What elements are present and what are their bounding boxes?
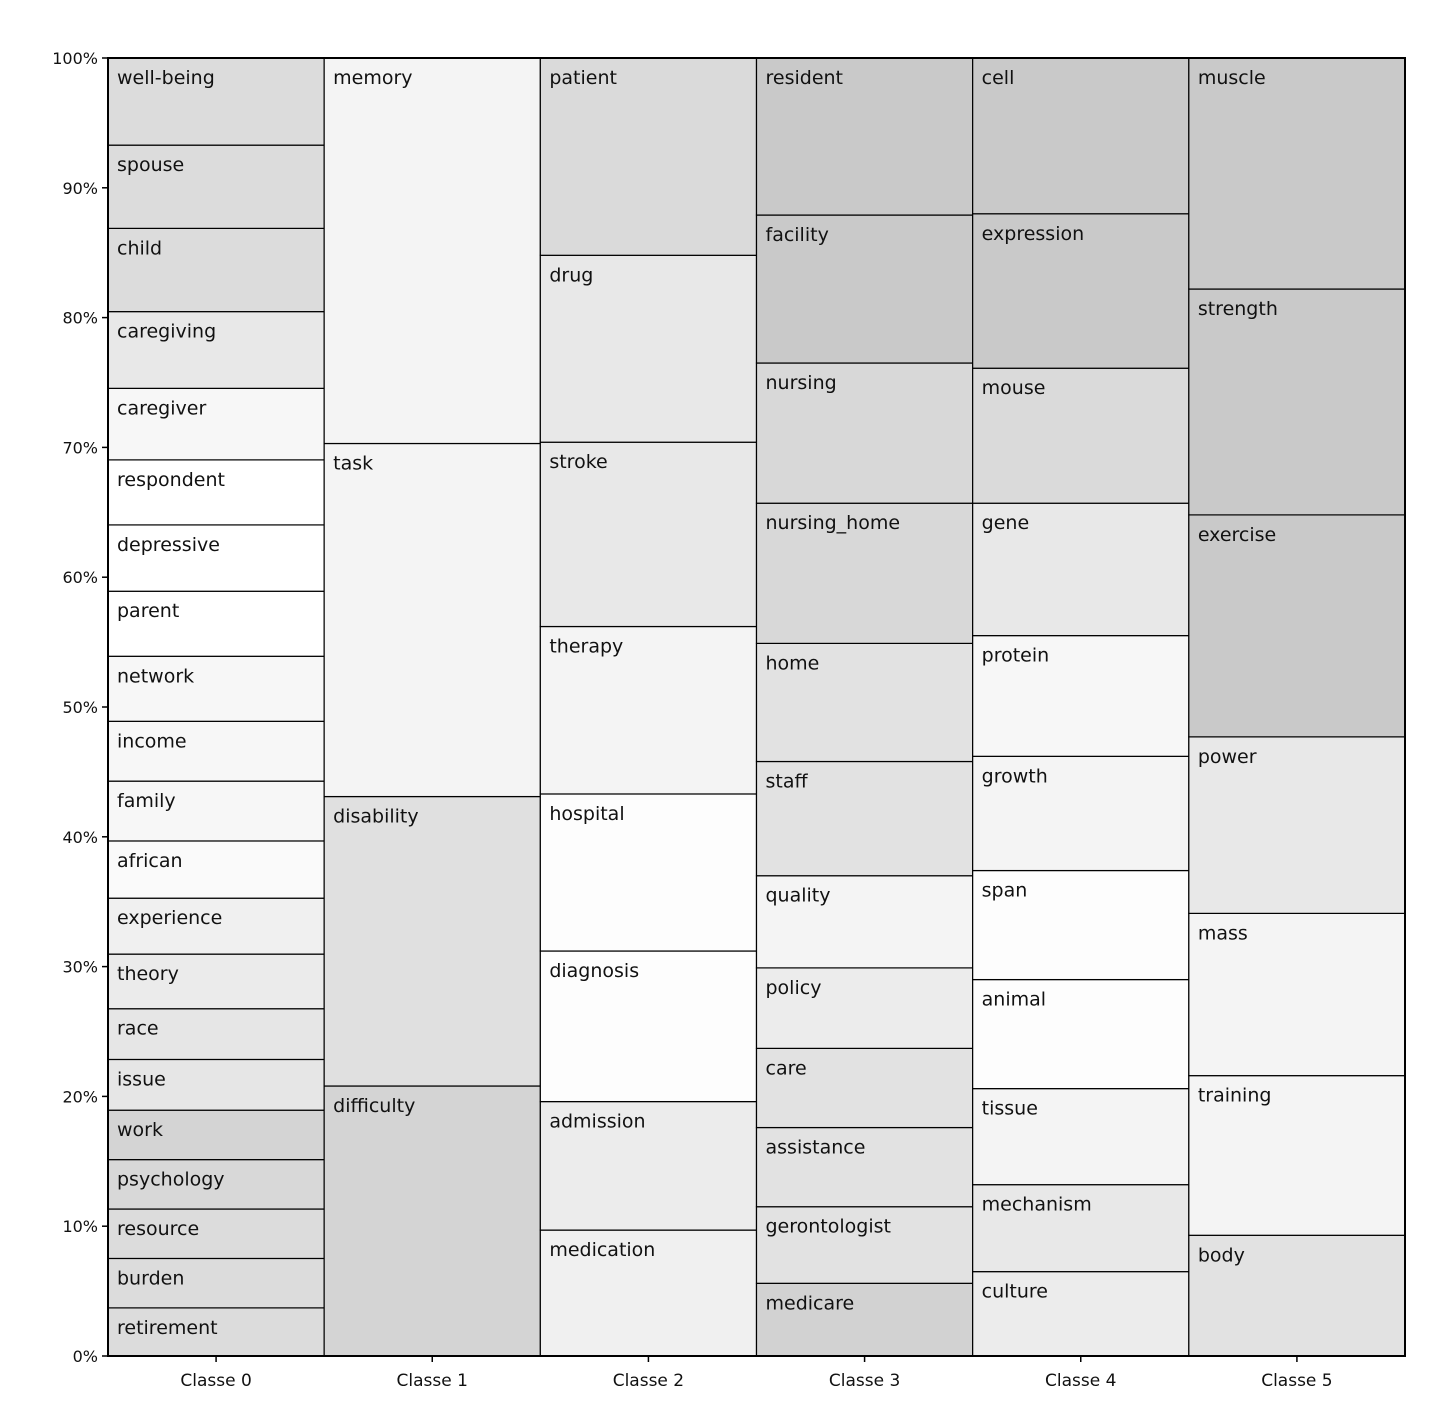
segment-label: mechanism	[981, 1193, 1092, 1216]
segment-label: task	[333, 452, 374, 475]
segment-label: expression	[981, 222, 1085, 245]
segment-label: resident	[765, 67, 844, 89]
segment-label: psychology	[117, 1168, 225, 1191]
segment-label: difficulty	[333, 1095, 416, 1118]
segment-label: well-being	[117, 67, 215, 89]
column-0	[108, 58, 324, 1356]
segment-disability	[324, 797, 540, 1086]
column-5	[1189, 58, 1405, 1356]
segment-label: resource	[117, 1218, 200, 1241]
x-tick-label: Classe 1	[396, 1371, 468, 1391]
x-tick-label: Classe 0	[180, 1371, 252, 1391]
segment-label: parent	[117, 600, 180, 623]
segment-label: assistance	[765, 1136, 866, 1159]
segment-label: care	[765, 1057, 807, 1080]
y-tick-label: 60%	[62, 568, 98, 588]
segment-label: gene	[981, 512, 1030, 535]
segment-label: child	[117, 237, 163, 260]
x-tick-label: Classe 2	[612, 1371, 685, 1391]
y-tick-label: 10%	[62, 1217, 98, 1237]
y-tick-label: 80%	[62, 308, 98, 328]
segment-label: protein	[981, 644, 1050, 667]
segment-label: family	[117, 790, 176, 813]
segment-label: african	[117, 849, 183, 872]
segment-label: issue	[117, 1068, 166, 1091]
segment-label: memory	[333, 67, 413, 89]
segment-label: cell	[981, 67, 1015, 89]
y-tick-label: 20%	[62, 1087, 98, 1107]
segment-label: medication	[549, 1239, 656, 1262]
segment-label: medicare	[765, 1292, 855, 1315]
segment-label: admission	[549, 1110, 646, 1133]
segment-label: burden	[117, 1267, 185, 1290]
segment-label: quality	[765, 884, 831, 907]
segment-label: muscle	[1197, 67, 1266, 89]
y-tick-label: 0%	[72, 1347, 98, 1366]
segment-exercise	[1189, 515, 1405, 737]
segment-label: diagnosis	[549, 960, 640, 983]
segment-strength	[1189, 289, 1405, 515]
segment-label: span	[981, 879, 1028, 902]
segment-label: home	[765, 652, 820, 675]
segment-label: race	[117, 1017, 159, 1040]
y-tick-label: 70%	[62, 438, 98, 458]
segment-label: facility	[765, 224, 829, 247]
segment-label: animal	[981, 988, 1047, 1011]
segment-label: culture	[981, 1280, 1049, 1303]
segment-label: tissue	[981, 1097, 1038, 1120]
column-4	[973, 58, 1189, 1356]
y-tick-label: 40%	[62, 827, 98, 847]
segment-label: depressive	[117, 533, 220, 556]
segment-label: hospital	[549, 802, 625, 825]
segment-label: respondent	[117, 468, 225, 491]
segment-label: nursing_home	[765, 512, 901, 535]
segment-label: policy	[765, 976, 822, 999]
x-axis	[180, 1356, 1332, 1391]
y-tick-label: 100%	[52, 49, 98, 68]
segment-label: stroke	[549, 451, 608, 474]
segment-task	[324, 444, 540, 797]
y-tick-label: 90%	[62, 178, 98, 198]
segment-label: power	[1197, 745, 1257, 768]
segment-label: network	[117, 665, 195, 688]
segment-label: mass	[1197, 922, 1248, 945]
segment-label: spouse	[117, 154, 185, 177]
y-axis	[52, 49, 108, 1366]
segment-label: caregiving	[117, 320, 217, 343]
segment-label: mouse	[981, 377, 1046, 400]
segment-label: experience	[117, 907, 223, 930]
segment-label: staff	[765, 770, 808, 793]
segment-difficulty	[324, 1086, 540, 1356]
segment-label: exercise	[1197, 523, 1277, 546]
segments-layer	[108, 58, 1405, 1356]
x-tick-label: Classe 3	[828, 1371, 901, 1391]
segment-label: nursing	[765, 372, 837, 395]
y-tick-label: 50%	[62, 698, 98, 717]
column-2	[540, 58, 756, 1356]
segment-memory	[324, 58, 540, 444]
segment-muscle	[1189, 58, 1405, 289]
column-1	[324, 58, 540, 1356]
segment-label: training	[1197, 1084, 1272, 1107]
segment-label: caregiver	[117, 397, 207, 420]
y-tick-label: 30%	[62, 957, 98, 977]
segment-label: drug	[549, 264, 594, 287]
segment-label: growth	[981, 765, 1048, 788]
segment-label: patient	[549, 67, 617, 89]
segment-label: gerontologist	[765, 1215, 891, 1238]
x-tick-label: Classe 5	[1261, 1371, 1333, 1391]
segment-label: disability	[333, 805, 419, 828]
segment-label: therapy	[549, 635, 624, 658]
segment-label: work	[117, 1119, 163, 1142]
segment-label: theory	[117, 963, 179, 986]
segment-label: income	[117, 730, 187, 753]
segment-label: retirement	[117, 1316, 218, 1339]
x-tick-label: Classe 4	[1045, 1371, 1117, 1391]
segment-label: strength	[1197, 298, 1278, 321]
segment-label: body	[1197, 1244, 1245, 1267]
column-3	[757, 58, 973, 1356]
